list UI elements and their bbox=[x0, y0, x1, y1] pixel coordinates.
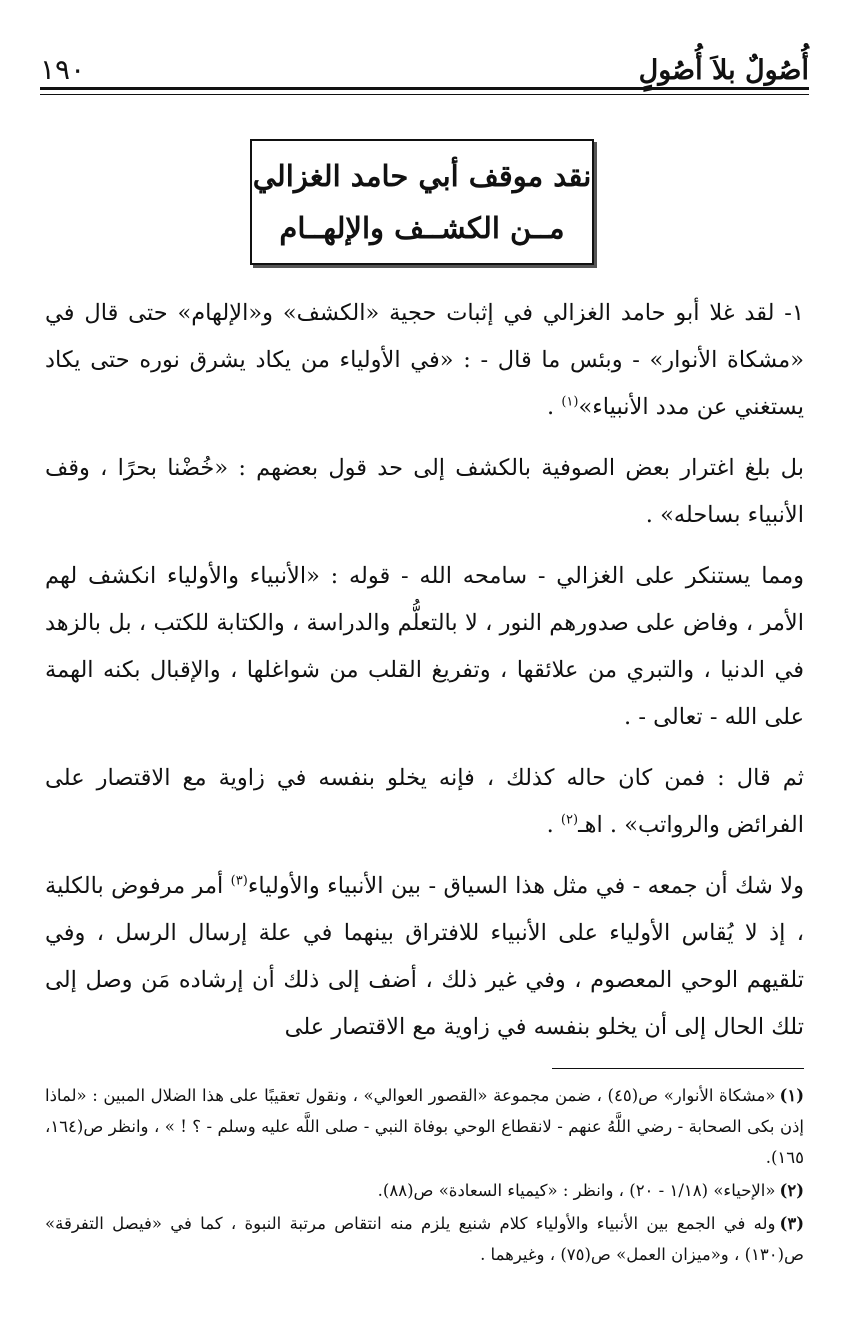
paragraph-2 bbox=[45, 445, 804, 539]
footnote-1 bbox=[45, 1080, 804, 1173]
section-title-line-1: نقد موقف أبي حامد الغزالي bbox=[252, 159, 592, 193]
paragraph-2-text: بل بلغ اغترار بعض الصوفية بالكشف إلى حد قول بعضهم : «خُضْنا بحرًا ، وقف الأنبياء بساحله» . bbox=[45, 455, 804, 528]
paragraph-3-text: ومما يستنكر على الغزالي - سامحه الله - قوله : «الأنبياء والأولياء انكشف لهم الأمر ، وفاض على صدورهم النور ، لا بالتعلُّم والدراسة ، والكتابة للكتب ، بل بالزهد في الدنيا ، والتبري من علائقها ، وتفريغ القلب من شواغلها ، والإقبال بكنه الهمة على الله - تعالى - . bbox=[45, 563, 804, 730]
paragraph-5 bbox=[45, 863, 804, 1051]
footnote-ref-1: (١) bbox=[561, 394, 579, 410]
footnote-3-number: (٣) bbox=[779, 1214, 804, 1233]
footnote-3 bbox=[45, 1208, 804, 1270]
header-rule-thick bbox=[40, 87, 809, 90]
paragraph-5-text-before: ولا شك أن جمعه - في مثل هذا السياق - بين الأنبياء والأولياء bbox=[247, 873, 804, 899]
footnote-separator bbox=[552, 1068, 804, 1069]
section-title-line-2: مــن الكشــف والإلهــام bbox=[279, 211, 565, 245]
paragraph-1-text: ١- لقد غلا أبو حامد الغزالي في إثبات حجية «الكشف» و«الإلهام» حتى قال في «مشكاة الأنوار» - وبئس ما قال - : «في الأولياء من يكاد يشرق نوره حتى يكاد يستغني عن مدد الأنبياء» bbox=[45, 300, 804, 420]
paragraph-4-tail: . bbox=[546, 812, 561, 838]
paragraph-1-tail: . bbox=[547, 394, 562, 420]
book-title: أُصُولٌ بلاَ أُصُولٍ bbox=[638, 55, 809, 86]
paragraph-3 bbox=[45, 553, 804, 741]
footnote-1-text: «مشكاة الأنوار» ص(٤٥) ، ضمن مجموعة «القصور العوالي» ، ونقول تعقيبًا على هذا الضلال المبين : «لماذا إذن بكى الصحابة - رضي اللَّهُ عنهم - لانقطاع الوحي بوفاة النبي - صلى اللَّه عليه وسلم - ؟ ! » ، وانظر ص(١٦٤، ١٦٥). bbox=[45, 1086, 804, 1167]
header-rule-thin bbox=[40, 94, 809, 95]
paragraph-5-text-after: أمر مرفوض بالكلية ، إذ لا يُقاس الأولياء على الأنبياء للافتراق بينهما في علة إرسال الرسل ، وفي تلقيهم الوحي المعصوم ، وفي غير ذلك ، أضف إلى ذلك أن إرشاده مَن وصل إلى تلك الحال إلى أن يخلو بنفسه في زاوية مع الاقتصار على bbox=[45, 873, 804, 1040]
paragraph-4-text: ثم قال : فمن كان حاله كذلك ، فإنه يخلو بنفسه في زاوية مع الاقتصار على الفرائض والرواتب» . اهـ bbox=[45, 765, 804, 838]
page-number: ١٩٠ bbox=[40, 53, 86, 86]
paragraph-1 bbox=[45, 290, 804, 431]
footnote-3-text: وله في الجمع بين الأنبياء والأولياء كلام شنيع يلزم منه انتقاص مرتبة النبوة ، كما في «فيصل التفرقة» ص(١٣٠) ، و«ميزان العمل» ص(٧٥) ، وغيرهما . bbox=[45, 1214, 804, 1264]
running-header bbox=[40, 40, 809, 84]
footnote-2-number: (٢) bbox=[779, 1181, 804, 1200]
footnote-ref-2: (٢) bbox=[560, 812, 579, 828]
footnote-2-text: «الإحياء» (١/١٨ - ٢٠) ، وانظر : «كيمياء السعادة» ص(٨٨). bbox=[377, 1181, 776, 1200]
body-text bbox=[45, 290, 804, 1065]
footnote-ref-3: (٣) bbox=[230, 873, 248, 889]
footnote-2 bbox=[45, 1175, 804, 1206]
section-title-box bbox=[250, 139, 594, 265]
paragraph-4 bbox=[45, 755, 804, 849]
footnotes bbox=[45, 1080, 804, 1272]
footnote-1-number: (١) bbox=[779, 1086, 804, 1105]
